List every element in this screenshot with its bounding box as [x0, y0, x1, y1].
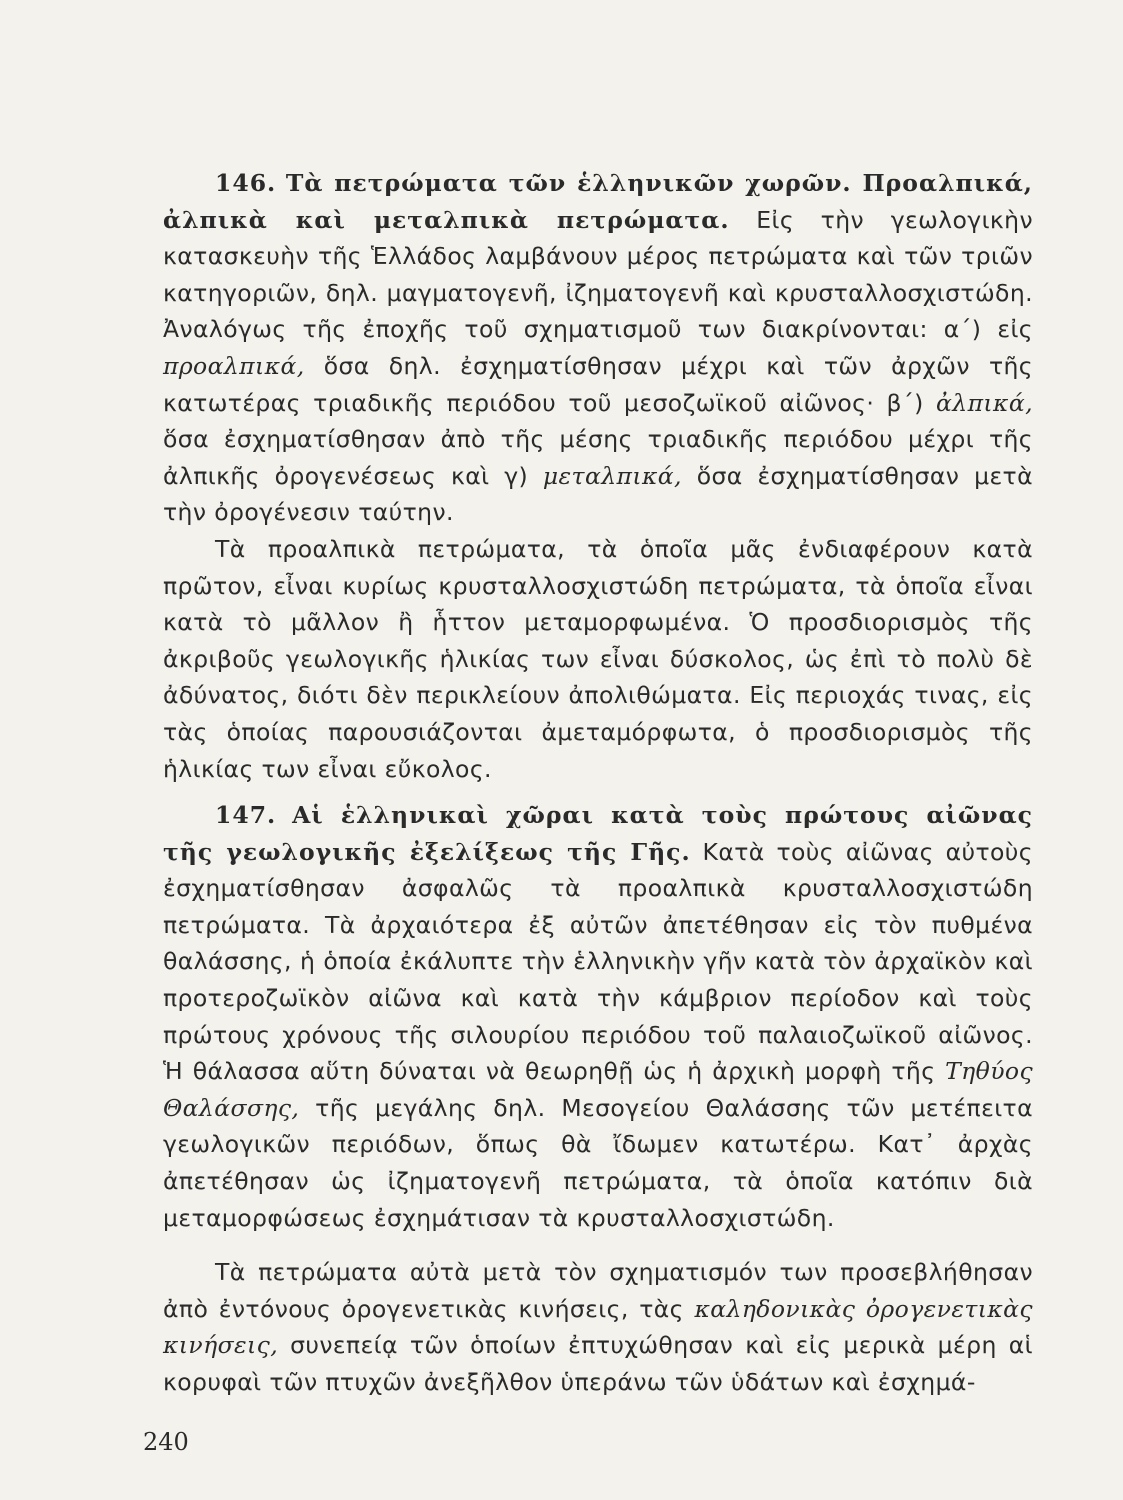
body-text: συνεπείᾳ τῶν ὁποίων ἐπτυχώθησαν καὶ εἰς μερικὰ μέρη αἱ κορυφαὶ τῶν πτυχῶν ἀνεξῆλθον ὑπεράνω τῶν ὑδάτων καὶ ἐσχημά-: [163, 1331, 1033, 1396]
italic-term: μεταλπικά,: [542, 461, 682, 490]
section-147-paragraph-2: [163, 1254, 1033, 1400]
section-number: 147.: [215, 801, 277, 829]
section-147: [163, 797, 1033, 1401]
page-number: 240: [143, 1428, 189, 1456]
italic-term: ἀλπικά,: [936, 388, 1033, 417]
section-heading: Αἱ ἑλληνικαὶ χῶραι κατὰ τοὺς πρώτους αἰῶνας τῆς γεωλογικῆς ἐξελίξεως τῆς Γῆς.: [163, 801, 1033, 866]
section-heading: Τὰ πετρώματα τῶν ἑλληνικῶν χωρῶν. Προαλπικά, ἀλπικὰ καὶ μεταλπικὰ πετρώματα.: [163, 169, 1033, 234]
body-text: Τὰ πετρώματα αὐτὰ μετὰ τὸν σχηματισμόν των προσεβλήθησαν ἀπὸ ἐντόνους ὀρογενετικὰς κινήσεις, τὰς: [163, 1258, 1033, 1323]
body-text: τῆς μεγάλης δηλ. Μεσογείου Θαλάσσης τῶν μετέπειτα γεωλογικῶν περιόδων, ὅπως θὰ ἴδωμεν κατωτέρω. Κατ᾽ ἀρχὰς ἀπετέθησαν ὡς ἰζηματογενῆ πετρώματα, τὰ ὁποῖα κατόπιν διὰ μεταμορφώσεως ἐσχημάτισαν τὰ κρυσταλλοσχιστώδη.: [163, 1093, 1033, 1232]
body-text: ὅσα ἐσχηματίσθησαν μετὰ τὴν ὀρογένεσιν ταύτην.: [163, 461, 1033, 527]
body-text: ὅσα ἐσχηματίσθησαν ἀπὸ τῆς μέσης τριαδικῆς περιόδου μέχρι τῆς ἀλπικῆς ὀρογενέσεως καὶ γ): [163, 425, 1033, 490]
body-text: Εἰς τὴν γεωλογικὴν κατασκευὴν τῆς Ἑλλάδος λαμβάνουν μέρος πετρώματα καὶ τῶν τριῶν κατηγοριῶν, δηλ. μαγματογενῆ, ἰζηματογενῆ καὶ κρυσταλλοσχιστώδη. Ἀναλόγως τῆς ἐποχῆς τοῦ σχηματισμοῦ των διακρίνονται: α΄) εἰς: [163, 205, 1033, 344]
italic-term: Τηθύος Θαλάσσης,: [163, 1057, 1034, 1122]
section-146-paragraph-1: [163, 165, 1033, 531]
italic-term: καληδονικὰς ὀρογενετικὰς κινήσεις,: [163, 1294, 1033, 1360]
section-147-paragraph-1: [163, 797, 1033, 1236]
section-146: [163, 165, 1033, 787]
section-number: 146.: [215, 169, 277, 197]
body-text: ὅσα δηλ. ἐσχηματίσθησαν μέχρι καὶ τῶν ἀρχῶν τῆς κατωτέρας τριαδικῆς περιόδου τοῦ μεσοζωϊκοῦ αἰῶνος· β΄): [163, 351, 1033, 417]
body-text: Κατὰ τοὺς αἰῶνας αὐτοὺς ἐσχηματίσθησαν ἀσφαλῶς τὰ προαλπικὰ κρυσταλλοσχιστώδη πετρώματα. Τὰ ἀρχαιότερα ἐξ αὐτῶν ἀπετέθησαν εἰς τὸν πυθμένα θαλάσσης, ἡ ὁποία ἐκάλυπτε τὴν ἑλληνικὴν γῆν κατὰ τὸν ἀρχαϊκὸν καὶ προτεροζωϊκὸν αἰῶνα καὶ κατὰ τὴν κάμβριον περίοδον καὶ τοὺς πρώτους χρόνους τῆς σιλουρίου περιόδου τοῦ παλαιοζωϊκοῦ αἰῶνος. Ἡ θάλασσα αὕτη δύναται νὰ θεωρηθῇ ὡς ἡ ἀρχικὴ μορφὴ τῆς: [163, 837, 1033, 1086]
section-146-paragraph-2: Τὰ προαλπικὰ πετρώματα, τὰ ὁποῖα μᾶς ἐνδιαφέρουν κατὰ πρῶτον, εἶναι κυρίως κρυσταλλοσχιστώδη πετρώματα, τὰ ὁποῖα εἶναι κατὰ τὸ μᾶλλον ἢ ἧττον μεταμορφωμένα. Ὁ προσδιορισμὸς τῆς ἀκριβοῦς γεωλογικῆς ἡλικίας των εἶναι δύσκολος, ὡς ἐπὶ τὸ πολὺ δὲ ἀδύνατος, διότι δὲν περικλείουν ἀπολιθώματα. Εἰς περιοχάς τινας, εἰς τὰς ὁποίας παρουσιάζονται ἀμεταμόρφωτα, ὁ προσδιορισμὸς τῆς ἡλικίας των εἶναι εὔκολος.: [163, 534, 1033, 783]
italic-term: προαλπικά,: [163, 351, 305, 380]
